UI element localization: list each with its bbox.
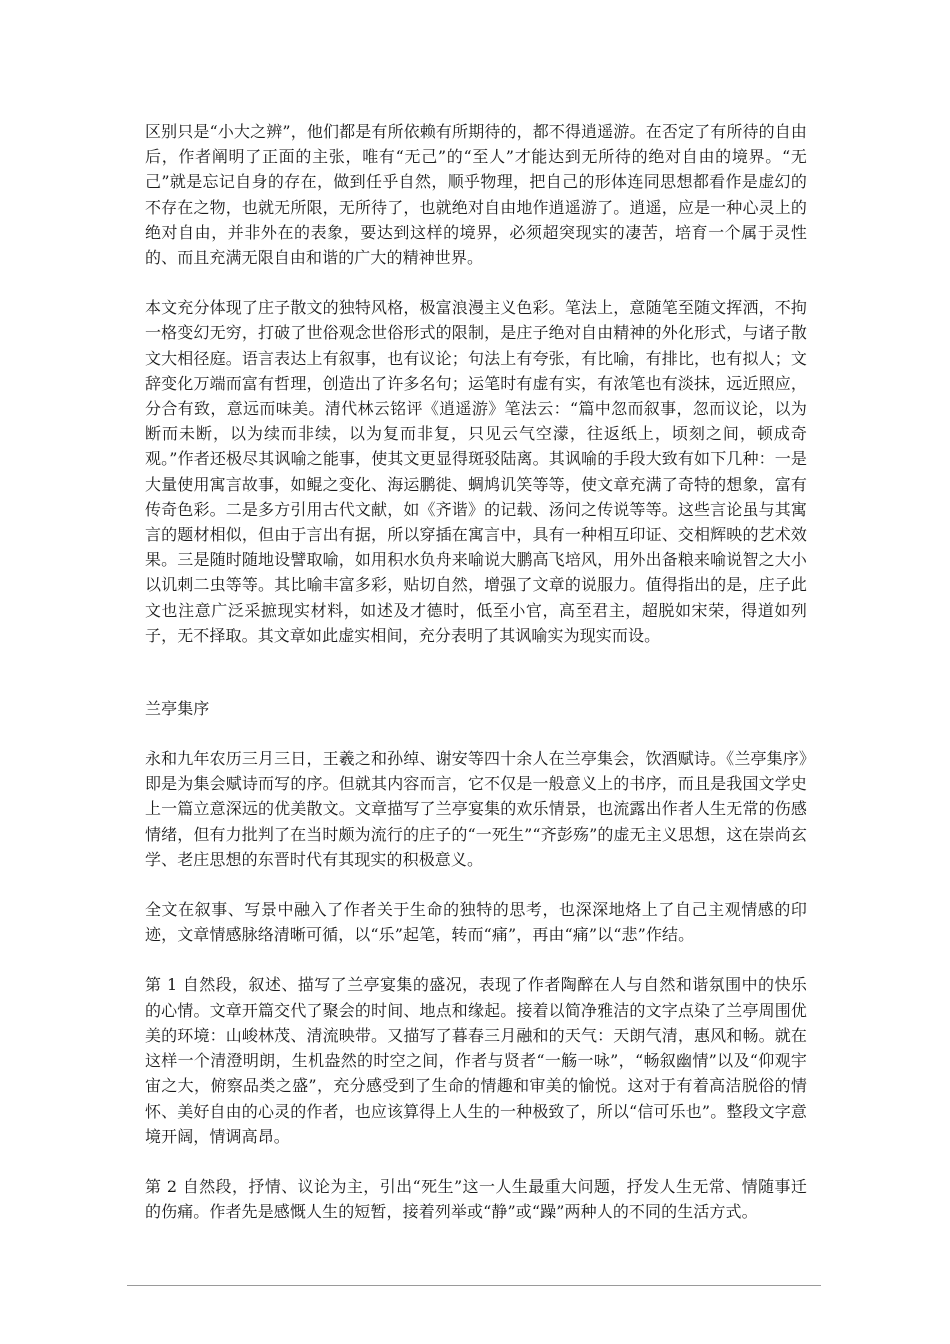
paragraph-lanting-first-section: 第 1 自然段，叙述、描写了兰亭宴集的盛况，表现了作者陶醉在人与自然和谐氛围中的快乐的心情。文章开篇交代了聚会的时间、地点和缘起。接着以简净雅洁的文字点染了兰亭周围优美的环境：山峻林茂、清流映带。又描写了暮春三月融和的天气：天朗气清，惠风和畅。就在这样一个清澄明朗，生机盎然的时空之间，作者与贤者“一觞一咏”，“畅叙幽情”以及“仰观宇宙之大，俯察品类之盛”，充分感受到了生命的情趣和审美的愉悦。这对于有着高洁脱俗的情怀、美好自由的心灵的作者，也应该算得上人生的一种极致了，所以“信可乐也”。整段文字意境开阔，情调高昂。 xyxy=(145,975,807,1146)
paragraph-lanting-emotion: 全文在叙事、写景中融入了作者关于生命的独特的思考，也深深地烙上了自己主观情感的印迹，文章情感脉络清晰可循，以“乐”起笔，转而“痛”，再由“痛”以“悲”作结。 xyxy=(145,900,807,945)
paragraph-lanting-intro: 永和九年农历三月三日，王羲之和孙绰、谢安等四十余人在兰亭集会，饮酒赋诗。《兰亭集序》即是为集会赋诗而写的序。但就其内容而言，它不仅是一般意义上的书序，而且是我国文学史上一篇立意深远的优美散文。文章描写了兰亭宴集的欢乐情景，也流露出作者人生无常的伤感情绪，但有力批判了在当时颇为流行的庄子的“一死生”“齐彭殇”的虚无主义思想，这在崇尚玄学、老庄思想的东晋时代有其现实的积极意义。 xyxy=(145,749,807,869)
footer-divider xyxy=(127,1285,821,1286)
paragraph-lanting-second-section: 第 2 自然段，抒情、议论为主，引出“死生”这一人生最重大问题，抒发人生无常、情随事迁的伤痛。作者先是感慨人生的短暂，接着列举或“静”或“躁”两种人的不同的生活方式。 xyxy=(145,1176,807,1222)
paragraph-xiaoyao-conclusion: 区别只是“小大之辨”，他们都是有所依赖有所期待的，都不得逍遥游。在否定了有所待的自由后，作者阐明了正面的主张，唯有“无己”的“至人”才能达到无所待的绝对自由的境界。“无己”就是忘记自身的存在，做到任乎自然，顺乎物理，把自己的形体连同思想都看作是虚幻的不存在之物，也就无所限，无所待了，也就绝对自由地作逍遥游了。逍遥，应是一种心灵上的绝对自由，并非外在的表象，要达到这样的境界，必须超突现实的凄苦，培育一个属于灵性的、而且充满无限自由和谐的广大的精神世界。 xyxy=(145,122,807,268)
paragraph-xiaoyao-style: 本文充分体现了庄子散文的独特风格，极富浪漫主义色彩。笔法上，意随笔至随文挥洒，不拘一格变幻无穷，打破了世俗观念世俗形式的限制，是庄子绝对自由精神的外化形式，与诸子散文大相径庭。语言表达上有叙事，也有议论；句法上有夸张，有比喻，有排比，也有拟人；文辞变化万端而富有哲理，创造出了许多名句；运笔时有虚有实，有浓笔也有淡抹，远近照应，分合有致，意远而味美。清代林云铭评《逍遥游》笔法云：“篇中忽而叙事，忽而议论，以为断而未断，以为续而非续，以为复而非复，只见云气空濛，往返纸上，顷刻之间，顿成奇观。”作者还极尽其讽喻之能事，使其文更显得斑驳陆离。其讽喻的手段大致有如下几种：一是大量使用寓言故事，如鲲之变化、海运鹏徙、蜩鸠讥笑等等，使文章充满了奇特的想象，富有传奇色彩。二是多方引用古代文献，如《齐谐》的记载、汤问之传说等等。这些言论虽与其寓言的题材相似，但由于言出有据，所以穿插在寓言中，具有一种相互印证、交相辉映的艺术效果。三是随时随地设譬取喻，如用积水负舟来喻说大鹏高飞培风，用外出备粮来喻说智之大小以讥刺二虫等等。其比喻丰富多彩，贴切自然，增强了文章的说服力。值得指出的是，庄子此文也注意广泛采摭现实材料，如述及才德时，低至小官，高至君主，超脱如宋荣，得道如列子，无不择取。其文章如此虚实相间，充分表明了其讽喻实为现实而设。 xyxy=(145,298,807,645)
document-body xyxy=(145,119,807,1249)
section-title: 兰亭集序 xyxy=(145,699,210,719)
